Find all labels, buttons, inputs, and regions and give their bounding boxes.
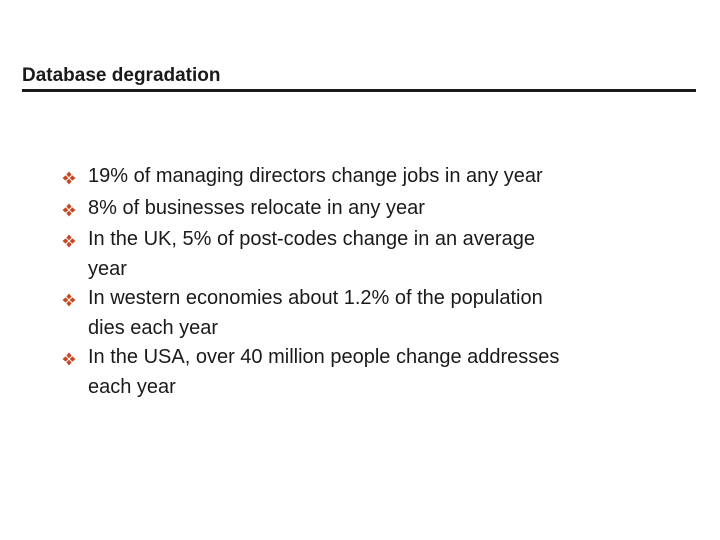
bullet-text-line2: dies each year [88,316,219,339]
bullet-text-line2: each year [88,375,176,398]
bullet-text-line2: year [88,257,127,280]
bullet-diamond-icon [62,171,76,185]
slide-title: Database degradation [22,65,221,86]
bullet-item [62,342,682,401]
bullet-text-line1: In the UK, 5% of post-codes change in an average [88,228,535,250]
bullet-text-line1: 19% of managing directors change jobs in any year [88,165,543,187]
bullet-diamond-icon [62,352,76,366]
bullet-item [62,224,682,283]
bullet-item [62,283,682,342]
bullet-text-line1: In the USA, over 40 million people change addresses [88,346,560,368]
bullet-item [62,193,682,225]
bullet-item [62,161,682,193]
title-underline [22,89,696,92]
bullet-diamond-icon [62,293,76,307]
bullet-list [62,161,682,401]
bullet-text-line1: In western economies about 1.2% of the population [88,287,543,309]
bullet-diamond-icon [62,234,76,248]
bullet-diamond-icon [62,203,76,217]
bullet-text-line1: 8% of businesses relocate in any year [88,196,425,219]
